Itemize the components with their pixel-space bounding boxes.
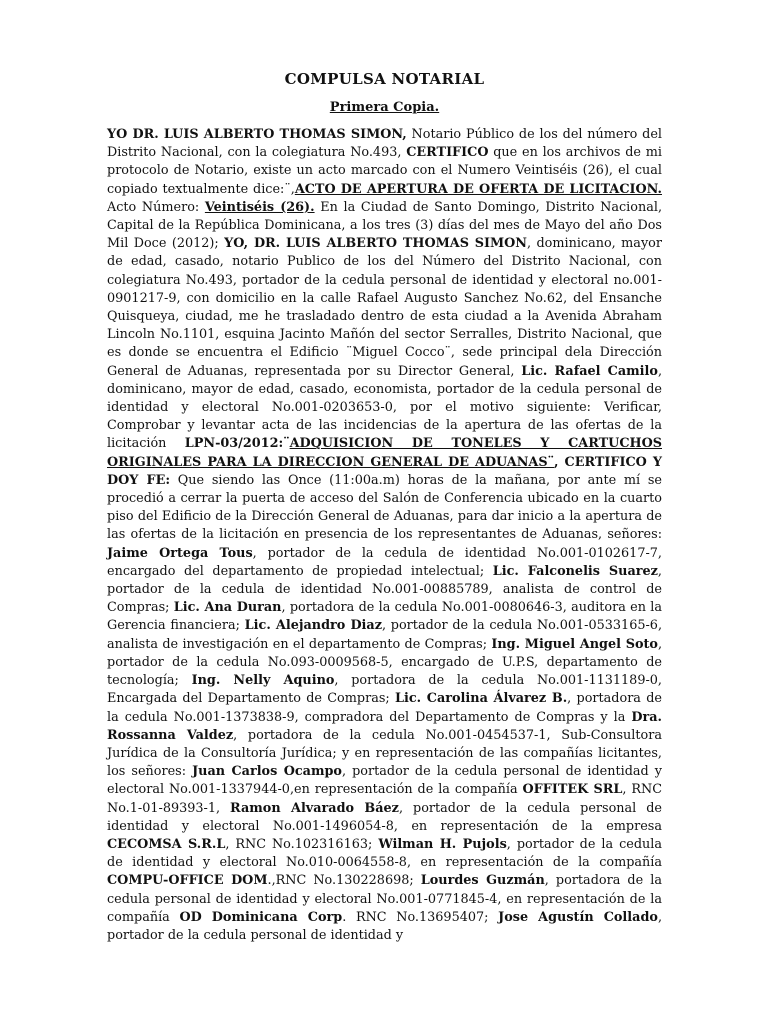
document-body	[107, 126, 662, 945]
bold-text-segment: Lic. Ana Duran	[173, 600, 282, 616]
text-segment: , RNC No.1-01-89393-1,	[107, 782, 662, 816]
bold-text-segment: ADQUISICION DE TONELES Y CARTUCHOS ORIGINALES PARA LA DIRECCION GENERAL DE ADUANAS¨	[107, 436, 662, 470]
bold-text-segment: Dra. Rossanna Valdez	[107, 709, 662, 743]
bold-text-segment: Ing. Nelly Aquino	[191, 673, 335, 689]
text-segment: , portadora de la cedula No.001-0454537-1, Sub-Consultora Jurídica de la Consultoría Jurídica; y en representación de las compañías licitantes, los señores:	[107, 727, 662, 780]
text-segment: . RNC No.13695407;	[342, 909, 499, 925]
bold-text-segment: YO, DR. LUIS ALBERTO THOMAS SIMON	[224, 236, 527, 252]
text-segment: , portador de la cedula No.093-0009568-5, encargado de U.P.S, departamento de tecnología;	[107, 636, 663, 689]
bold-text-segment: Lic. Alejandro Diaz	[244, 618, 382, 634]
text-segment: , portadora de la cedula No.001-1373838-9, compradora del Departamento de Compras y la	[107, 691, 662, 725]
bold-text-segment: OD Dominicana Corp	[179, 909, 343, 925]
text-segment: , portador de la cedula de identidad No.001-00885789, analista de control de Compras;	[107, 563, 662, 616]
bold-text-segment: Jaime Ortega Tous	[107, 545, 253, 561]
document-title: COMPULSA NOTARIAL	[284, 70, 485, 88]
text-segment: , portadora de la cedula No.001-0080646-3, auditora en la Gerencia financiera;	[107, 600, 663, 634]
bold-text-segment: COMPU-OFFICE DOM	[107, 873, 268, 889]
text-segment: Notario Público de los del número del Distrito Nacional, con la colegiatura No.493,	[107, 127, 662, 161]
bold-text-segment: Lourdes Guzmán	[420, 873, 545, 889]
bold-text-segment: Jose Agustín Collado	[498, 909, 658, 925]
text-segment: .,RNC No.130228698;	[267, 873, 421, 889]
bold-text-segment: Ing. Miguel Angel Soto	[491, 636, 658, 652]
bold-text-segment: Veintiséis (26).	[204, 199, 315, 215]
bold-text-segment: Lic. Falconelis Suarez	[492, 563, 658, 579]
text-segment: , portadora de la cedula No.001-1131189-0, Encargada del Departamento de Compras;	[107, 673, 662, 707]
text-segment: que en los archivos de mi protocolo de Notario, existe un acto marcado con el Numero Veintiséis (26), el cual copiado textualmente dice:¨,	[107, 145, 662, 197]
text-segment: , portador de la cedula personal de identidad y electoral No.001-1337944-0,en representación de la compañía	[107, 764, 662, 798]
text-segment: , portador de la cedula personal de identidad y electoral No.001-1496054-8, en representación de la empresa	[107, 800, 662, 834]
bold-text-segment: Juan Carlos Ocampo	[192, 764, 342, 780]
bold-text-segment: , CERTIFICO Y DOY FE:	[107, 454, 662, 488]
bold-text-segment: CECOMSA S.R.L	[107, 836, 226, 852]
text-segment: , dominicano, mayor de edad, casado, notario Publico de los del Número del Distrito Nacional, con colegiatura No.493, portador de la cedula personal de identidad y electoral no.001-0901217-9, con domicilio en la calle Rafael Augusto Sanchez No.62, del Ensanche Quisqueya, ciudad, me he trasladado dentro de esta ciudad a la Avenida Abraham Lincoln No.1101, esquina Jacinto Mañón del sector Serralles, Distrito Nacional, que es donde se encuentra el Edificio ¨Miguel Cocco¨, sede principal dela Dirección General de Aduanas, representada por su Director General,	[107, 236, 662, 379]
text-segment: , portador de la cedula de identidad No.001-0102617-7, encargado del departamento de propiedad intelectual;	[107, 545, 662, 579]
bold-text-segment: Lic. Rafael Camilo	[521, 363, 658, 379]
text-segment: , portador de la cedula de identidad y electoral No.010-0064558-8, en representación de la compañía	[107, 836, 662, 871]
bold-text-segment: LPN-03/2012:¨	[184, 436, 290, 452]
text-segment: En la Ciudad de Santo Domingo, Distrito Nacional, Capital de la República Dominicana, a los tres (3) días del mes de Mayo del año Dos Mil Doce (2012);	[107, 199, 663, 252]
text-segment: , portador de la cedula personal de identidad y	[107, 909, 663, 943]
bold-text-segment: Lic. Carolina Álvarez B.	[395, 691, 568, 707]
document-subtitle: Primera Copia.	[329, 100, 440, 115]
bold-text-segment: Ramon Alvarado Báez	[230, 800, 399, 816]
bold-text-segment: ACTO DE APERTURA DE OFERTA DE LICITACION.	[294, 181, 662, 197]
text-segment: Acto Número:	[107, 199, 205, 215]
bold-text-segment: Wilman H. Pujols	[378, 836, 507, 852]
text-segment: , portador de la cedula No.001-0533165-6, analista de investigación en el departamento de Compras;	[107, 618, 663, 652]
text-segment: , portadora de la cedula personal de identidad y electoral No.001-0771845-4, en representación de la compañía	[107, 873, 662, 925]
bold-text-segment: OFFITEK SRL	[522, 782, 623, 798]
bold-text-segment: CERTIFICO	[406, 145, 489, 161]
text-segment: , RNC No.102316163;	[225, 836, 379, 852]
text-segment: Que siendo las Once (11:00a.m) horas de la mañana, por ante mí se procedió a cerrar la puerta de acceso del Salón de Conferencia ubicado en la cuarto piso del Edificio de la Dirección General de Aduanas, para dar inicio a la apertura de las ofertas de la licitación en presencia de los representantes de Aduanas, señores:	[107, 472, 662, 543]
bold-text-segment: YO DR. LUIS ALBERTO THOMAS SIMON,	[107, 127, 407, 142]
text-segment: , dominicano, mayor de edad, casado, economista, portador de la cedula personal de identidad y electoral No.001-0203653-0, por el motivo siguiente: Verificar, Comprobar y levantar acta de las incidencias de la apertura de las ofertas de la licitación	[107, 363, 663, 452]
